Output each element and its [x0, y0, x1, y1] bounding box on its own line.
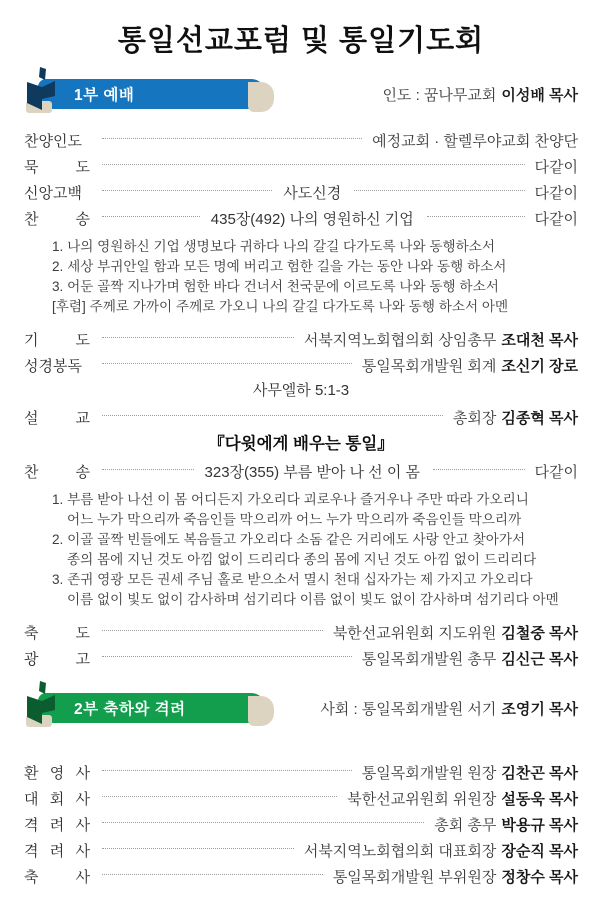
lyric-line: 1. 부름 받아 나선 이 몸 어디든지 가오리다 괴로우나 즐거우나 주만 따라 가오리니 — [52, 492, 529, 507]
detail-role: 총회장 — [452, 409, 497, 427]
detail-role: 예정교회 · 할렐루야교회 찬양단 — [372, 132, 578, 150]
dotted-leader — [427, 216, 525, 217]
item-center-text: 사도신경 — [283, 184, 342, 202]
dotted-leader — [102, 630, 323, 631]
item-center-text: 435장(492) 나의 영원하신 기업 — [210, 210, 414, 228]
item-detail — [434, 814, 578, 835]
dotted-leader — [102, 216, 200, 217]
person-name: 조영기 목사 — [501, 700, 578, 718]
page-title: 통일선교포럼 및 통일기도회 — [117, 25, 485, 57]
item-detail — [362, 762, 578, 783]
detail-role: 통일목회개발원 부위원장 — [332, 868, 497, 886]
part1-leader — [382, 84, 578, 105]
detail-role: 서북지역노회협의회 상임총무 — [303, 331, 497, 349]
dotted-leader — [102, 415, 443, 416]
program-row — [24, 811, 578, 837]
item-label: 기 도 — [24, 331, 90, 349]
dotted-leader — [102, 337, 294, 338]
hymn-lyrics — [52, 237, 578, 317]
item-detail — [304, 840, 578, 861]
part2-banner — [38, 693, 266, 723]
item-label: 성경봉독 — [24, 357, 82, 375]
person-name: 조대천 목사 — [501, 331, 578, 349]
item-label: 격 려 사 — [24, 842, 90, 860]
item-label: 설 교 — [24, 409, 90, 427]
program-row — [24, 404, 578, 430]
item-detail — [333, 866, 578, 887]
dotted-leader — [102, 138, 362, 139]
part2-emcee — [320, 698, 578, 719]
detail-role: 통일목회개발원 회계 — [361, 357, 497, 375]
lyric-line: 종의 몸에 지닌 것도 아낌 없이 드리리다 종의 몸에 지닌 것도 아낌 없이 드리리다 — [67, 552, 537, 567]
detail-role: 북한선교위원회 위원장 — [347, 790, 497, 808]
program-row — [24, 837, 578, 863]
detail-role: 다같이 — [534, 158, 578, 176]
dotted-leader — [102, 822, 424, 823]
person-name: 김신근 목사 — [501, 650, 578, 668]
item-label: 찬양인도 — [24, 132, 82, 150]
program-row — [24, 863, 578, 889]
scripture-reference: 사무엘하 5:1-3 — [252, 382, 350, 399]
hymn-lyrics — [52, 490, 578, 610]
part2-rows — [24, 759, 578, 889]
item-label: 환 영 사 — [24, 764, 90, 782]
dotted-leader — [102, 656, 352, 657]
book-icon — [25, 66, 59, 112]
person-name: 장순직 목사 — [501, 842, 578, 860]
program-row — [24, 205, 578, 231]
item-label: 묵 도 — [24, 158, 90, 176]
part1-banner — [38, 79, 266, 109]
detail-role: 다같이 — [534, 463, 579, 481]
item-detail — [535, 461, 578, 482]
item-center-text: 323장(355) 부름 받아 나 선 이 몸 — [204, 463, 420, 481]
program-row — [24, 619, 578, 645]
dotted-leader — [102, 164, 525, 165]
lyric-line: 어느 누가 막으리까 죽음인들 막으리까 어느 누가 막으리까 죽음인들 막으리까 — [67, 512, 522, 527]
item-label: 격 려 사 — [24, 816, 90, 834]
item-detail — [304, 329, 578, 350]
detail-role: 북한선교위원회 지도위원 — [332, 624, 497, 642]
lyric-line: 1. 나의 영원하신 기업 생명보다 귀하다 나의 갈길 다가도록 나와 동행하소서 — [52, 239, 496, 254]
part2-header — [24, 687, 578, 729]
detail-role: 총회 총무 — [434, 816, 497, 834]
lyric-line: [후렴] 주께로 가까이 주께로 가오니 나의 갈길 다가도록 나와 동행 하소서 아멘 — [52, 299, 509, 314]
program-row — [24, 759, 578, 785]
person-name: 설동욱 목사 — [501, 790, 578, 808]
program-row — [24, 179, 578, 205]
book-icon — [25, 680, 59, 726]
dotted-leader — [102, 770, 352, 771]
dotted-leader — [102, 363, 352, 364]
detail-role: 서북지역노회협의회 대표회장 — [303, 842, 497, 860]
program-row — [24, 645, 578, 671]
detail-role: 다같이 — [534, 210, 579, 228]
item-label: 대 회 사 — [24, 790, 90, 808]
item-label: 찬 송 — [24, 210, 90, 228]
item-detail — [535, 182, 578, 203]
item-detail — [453, 407, 578, 428]
person-name: 박용규 목사 — [501, 816, 578, 834]
item-detail — [347, 788, 578, 809]
dotted-leader — [102, 469, 194, 470]
part1-rows — [24, 127, 578, 671]
program-row — [24, 352, 578, 378]
detail-role: 통일목회개발원 총무 — [361, 650, 497, 668]
item-detail — [535, 156, 578, 177]
item-detail — [362, 648, 578, 669]
dotted-leader — [102, 190, 272, 191]
leader-role: 인도 : 꿈나무교회 — [382, 86, 497, 104]
dotted-leader — [433, 469, 525, 470]
person-name: 정창수 목사 — [501, 868, 578, 886]
item-detail — [333, 622, 578, 643]
person-name: 김철중 목사 — [501, 624, 578, 642]
dotted-leader — [102, 874, 323, 875]
dotted-leader — [354, 190, 524, 191]
item-label: 광 고 — [24, 650, 90, 668]
item-label: 축 사 — [24, 868, 90, 886]
banner-label: 2부 축하와 격려 — [74, 701, 186, 718]
item-label: 찬 송 — [24, 463, 90, 481]
detail-role: 통일목회개발원 원장 — [361, 764, 497, 782]
lyric-line: 3. 존귀 영광 모든 권세 주님 홀로 받으소서 멸시 천대 십자가는 제 가지고 가오리다 — [52, 572, 533, 587]
banner-label: 1부 예배 — [74, 87, 135, 104]
dotted-leader — [102, 848, 294, 849]
person-name: 김종혁 목사 — [501, 409, 578, 427]
lyric-line: 2. 세상 부귀안일 함과 모든 명예 버리고 험한 길을 가는 동안 나와 동행 하소서 — [52, 259, 507, 274]
lyric-line: 이름 없이 빛도 없이 감사하며 섬기리다 이름 없이 빛도 없이 감사하며 섬기리다 아멘 — [67, 592, 559, 607]
item-detail — [535, 208, 578, 229]
detail-role: 다같이 — [534, 184, 579, 202]
item-label: 축 도 — [24, 624, 90, 642]
program-row — [24, 127, 578, 153]
lyric-line: 3. 어둔 골짝 지나가며 험한 바다 건너서 천국문에 이르도록 나와 동행 하소서 — [52, 279, 499, 294]
program-row — [24, 153, 578, 179]
part1-header — [24, 73, 578, 115]
item-detail — [372, 130, 578, 151]
emcee-role: 사회 : 통일목회개발원 서기 — [320, 700, 497, 718]
program-row — [24, 326, 578, 352]
item-detail — [362, 355, 578, 376]
program-row — [24, 458, 578, 484]
item-label: 신앙고백 — [24, 184, 82, 202]
sermon-title: 『다윗에게 배우는 통일』 — [208, 435, 394, 453]
program-row — [24, 785, 578, 811]
person-name: 김찬곤 목사 — [501, 764, 578, 782]
lyric-line: 2. 이골 골짝 빈들에도 복음들고 가오리다 소돔 같은 거리에도 사랑 안고 찾아가서 — [52, 532, 526, 547]
dotted-leader — [102, 796, 337, 797]
person-name: 이성배 목사 — [501, 86, 578, 104]
person-name: 조신기 장로 — [501, 357, 578, 375]
